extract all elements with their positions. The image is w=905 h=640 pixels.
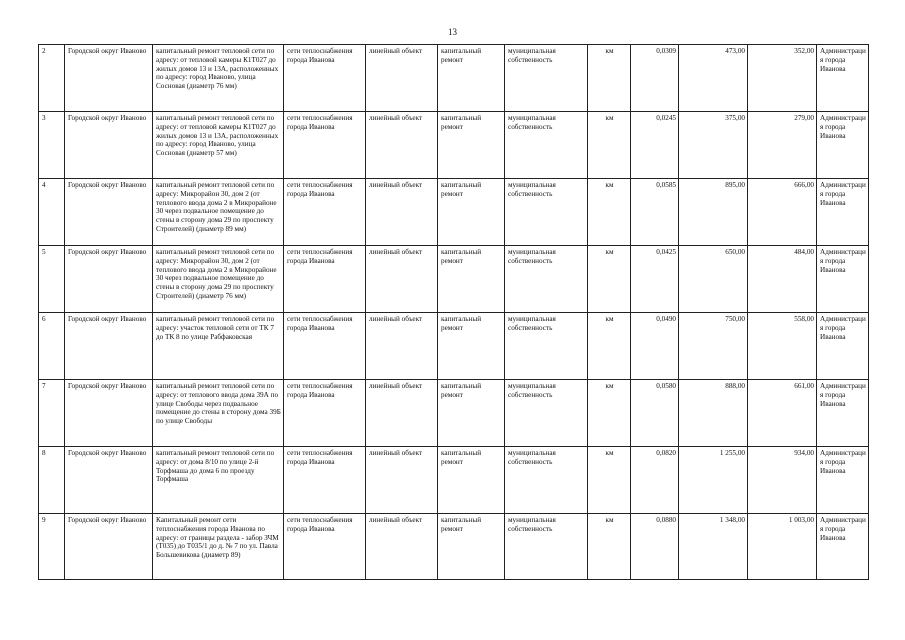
cost-budget-cell: 484,00 bbox=[748, 246, 817, 313]
ownership-cell: муниципальная собственность bbox=[505, 112, 588, 179]
length-cell: 0,0880 bbox=[631, 514, 679, 580]
network-cell: сети теплоснабжения города Иванова bbox=[284, 246, 366, 313]
table-row bbox=[39, 313, 869, 380]
work-type-cell: капитальный ремонт bbox=[438, 112, 505, 179]
cost-budget-cell: 558,00 bbox=[748, 313, 817, 380]
customer-cell: Администрация города Иванова bbox=[817, 179, 869, 246]
description-cell: капитальный ремонт тепловой сети по адресу: от теплового ввода дома 39А по улице Свободы через подвальное помещение до стены в сторону дома 39Б по улице Свободы bbox=[153, 380, 284, 447]
row-number: 3 bbox=[39, 112, 65, 179]
description-cell: капитальный ремонт тепловой сети по адресу: от тепловой камеры К1Т027 до жилых домов 13 и 13А, расположенных по адресу: город Иваново, улица Сосновая (диаметр 76 мм) bbox=[153, 45, 284, 112]
ownership-cell: муниципальная собственность bbox=[505, 447, 588, 514]
cost-total-cell: 750,00 bbox=[679, 313, 748, 380]
description-cell: капитальный ремонт тепловой сети по адресу: Микрорайон 30, дом 2 (от теплового ввода дома 2 в Микрорайоне 30 через подвальное помещение до стены в сторону дома 29 по проспекту Строителей) (диаметр 76 мм) bbox=[153, 246, 284, 313]
unit-cell: км bbox=[588, 514, 631, 580]
table-row bbox=[39, 246, 869, 313]
row-number: 2 bbox=[39, 45, 65, 112]
ownership-cell: муниципальная собственность bbox=[505, 45, 588, 112]
customer-cell: Администрация города Иванова bbox=[817, 112, 869, 179]
ownership-cell: муниципальная собственность bbox=[505, 179, 588, 246]
length-cell: 0,0820 bbox=[631, 447, 679, 514]
table-row bbox=[39, 380, 869, 447]
description-cell: капитальный ремонт тепловой сети по адресу: Микрорайон 30, дом 2 (от теплового ввода дома 2 в Микрорайоне 30 через подвальное помещение до стены в сторону дома 29 по проспекту Строителей) (диаметр 89 мм) bbox=[153, 179, 284, 246]
municipality-cell: Городской округ Иваново bbox=[65, 179, 153, 246]
object-type-cell: линейный объект bbox=[366, 447, 438, 514]
customer-cell: Администрация города Иванова bbox=[817, 447, 869, 514]
object-type-cell: линейный объект bbox=[366, 112, 438, 179]
cost-total-cell: 1 255,00 bbox=[679, 447, 748, 514]
table-row bbox=[39, 112, 869, 179]
customer-cell: Администрация города Иванова bbox=[817, 380, 869, 447]
object-type-cell: линейный объект bbox=[366, 45, 438, 112]
work-type-cell: капитальный ремонт bbox=[438, 246, 505, 313]
table-row bbox=[39, 514, 869, 580]
length-cell: 0,0309 bbox=[631, 45, 679, 112]
customer-cell: Администрация города Иванова bbox=[817, 246, 869, 313]
cost-total-cell: 1 348,00 bbox=[679, 514, 748, 580]
municipality-cell: Городской округ Иваново bbox=[65, 514, 153, 580]
row-number: 6 bbox=[39, 313, 65, 380]
cost-budget-cell: 661,00 bbox=[748, 380, 817, 447]
unit-cell: км bbox=[588, 179, 631, 246]
table-row bbox=[39, 179, 869, 246]
object-type-cell: линейный объект bbox=[366, 514, 438, 580]
network-cell: сети теплоснабжения города Иванова bbox=[284, 313, 366, 380]
cost-budget-cell: 1 003,00 bbox=[748, 514, 817, 580]
length-cell: 0,0580 bbox=[631, 380, 679, 447]
table-row bbox=[39, 45, 869, 112]
ownership-cell: муниципальная собственность bbox=[505, 514, 588, 580]
cost-budget-cell: 934,00 bbox=[748, 447, 817, 514]
unit-cell: км bbox=[588, 112, 631, 179]
table-body bbox=[39, 45, 869, 580]
object-type-cell: линейный объект bbox=[366, 246, 438, 313]
cost-total-cell: 895,00 bbox=[679, 179, 748, 246]
cost-budget-cell: 279,00 bbox=[748, 112, 817, 179]
unit-cell: км bbox=[588, 380, 631, 447]
object-type-cell: линейный объект bbox=[366, 380, 438, 447]
cost-total-cell: 473,00 bbox=[679, 45, 748, 112]
cost-total-cell: 888,00 bbox=[679, 380, 748, 447]
unit-cell: км bbox=[588, 447, 631, 514]
unit-cell: км bbox=[588, 246, 631, 313]
network-cell: сети теплоснабжения города Иванова bbox=[284, 45, 366, 112]
length-cell: 0,0245 bbox=[631, 112, 679, 179]
customer-cell: Администрация города Иванова bbox=[817, 514, 869, 580]
network-cell: сети теплоснабжения города Иванова bbox=[284, 179, 366, 246]
municipality-cell: Городской округ Иваново bbox=[65, 380, 153, 447]
work-type-cell: капитальный ремонт bbox=[438, 313, 505, 380]
work-type-cell: капитальный ремонт bbox=[438, 514, 505, 580]
work-type-cell: капитальный ремонт bbox=[438, 380, 505, 447]
row-number: 5 bbox=[39, 246, 65, 313]
description-cell: капитальный ремонт тепловой сети по адресу: участок тепловой сети от ТК 7 до ТК 8 по улице Рабфаковская bbox=[153, 313, 284, 380]
municipality-cell: Городской округ Иваново bbox=[65, 45, 153, 112]
network-cell: сети теплоснабжения города Иванова bbox=[284, 112, 366, 179]
program-table bbox=[38, 44, 869, 580]
municipality-cell: Городской округ Иваново bbox=[65, 112, 153, 179]
ownership-cell: муниципальная собственность bbox=[505, 313, 588, 380]
ownership-cell: муниципальная собственность bbox=[505, 246, 588, 313]
municipality-cell: Городской округ Иваново bbox=[65, 447, 153, 514]
object-type-cell: линейный объект bbox=[366, 313, 438, 380]
unit-cell: км bbox=[588, 45, 631, 112]
work-type-cell: капитальный ремонт bbox=[438, 447, 505, 514]
table-row bbox=[39, 447, 869, 514]
description-cell: капитальный ремонт тепловой сети по адресу: от тепловой камеры К1Т027 до жилых домов 13 и 13А, расположенных по адресу: город Иваново, улица Сосновая (диаметр 57 мм) bbox=[153, 112, 284, 179]
cost-total-cell: 375,00 bbox=[679, 112, 748, 179]
customer-cell: Администрация города Иванова bbox=[817, 313, 869, 380]
work-type-cell: капитальный ремонт bbox=[438, 179, 505, 246]
municipality-cell: Городской округ Иваново bbox=[65, 313, 153, 380]
row-number: 4 bbox=[39, 179, 65, 246]
object-type-cell: линейный объект bbox=[366, 179, 438, 246]
row-number: 8 bbox=[39, 447, 65, 514]
row-number: 9 bbox=[39, 514, 65, 580]
network-cell: сети теплоснабжения города Иванова bbox=[284, 380, 366, 447]
length-cell: 0,0490 bbox=[631, 313, 679, 380]
network-cell: сети теплоснабжения города Иванова bbox=[284, 447, 366, 514]
network-cell: сети теплоснабжения города Иванова bbox=[284, 514, 366, 580]
cost-budget-cell: 666,00 bbox=[748, 179, 817, 246]
cost-budget-cell: 352,00 bbox=[748, 45, 817, 112]
description-cell: капитальный ремонт тепловой сети по адресу: от дома 8/10 по улице 2-й Торфмаша до дома 6 по проезду Торфмаша bbox=[153, 447, 284, 514]
cost-total-cell: 650,00 bbox=[679, 246, 748, 313]
page-number: 13 bbox=[448, 27, 457, 37]
municipality-cell: Городской округ Иваново bbox=[65, 246, 153, 313]
length-cell: 0,0425 bbox=[631, 246, 679, 313]
ownership-cell: муниципальная собственность bbox=[505, 380, 588, 447]
work-type-cell: капитальный ремонт bbox=[438, 45, 505, 112]
description-cell: Капитальный ремонт сети теплоснабжения города Иванова по адресу: от границы раздела - забор ЗЧМ (Т035) до Т035/1 до д. № 7 по ул. Павла Большевикова (диаметр 89) bbox=[153, 514, 284, 580]
customer-cell: Администрация города Иванова bbox=[817, 45, 869, 112]
unit-cell: км bbox=[588, 313, 631, 380]
row-number: 7 bbox=[39, 380, 65, 447]
length-cell: 0,0585 bbox=[631, 179, 679, 246]
